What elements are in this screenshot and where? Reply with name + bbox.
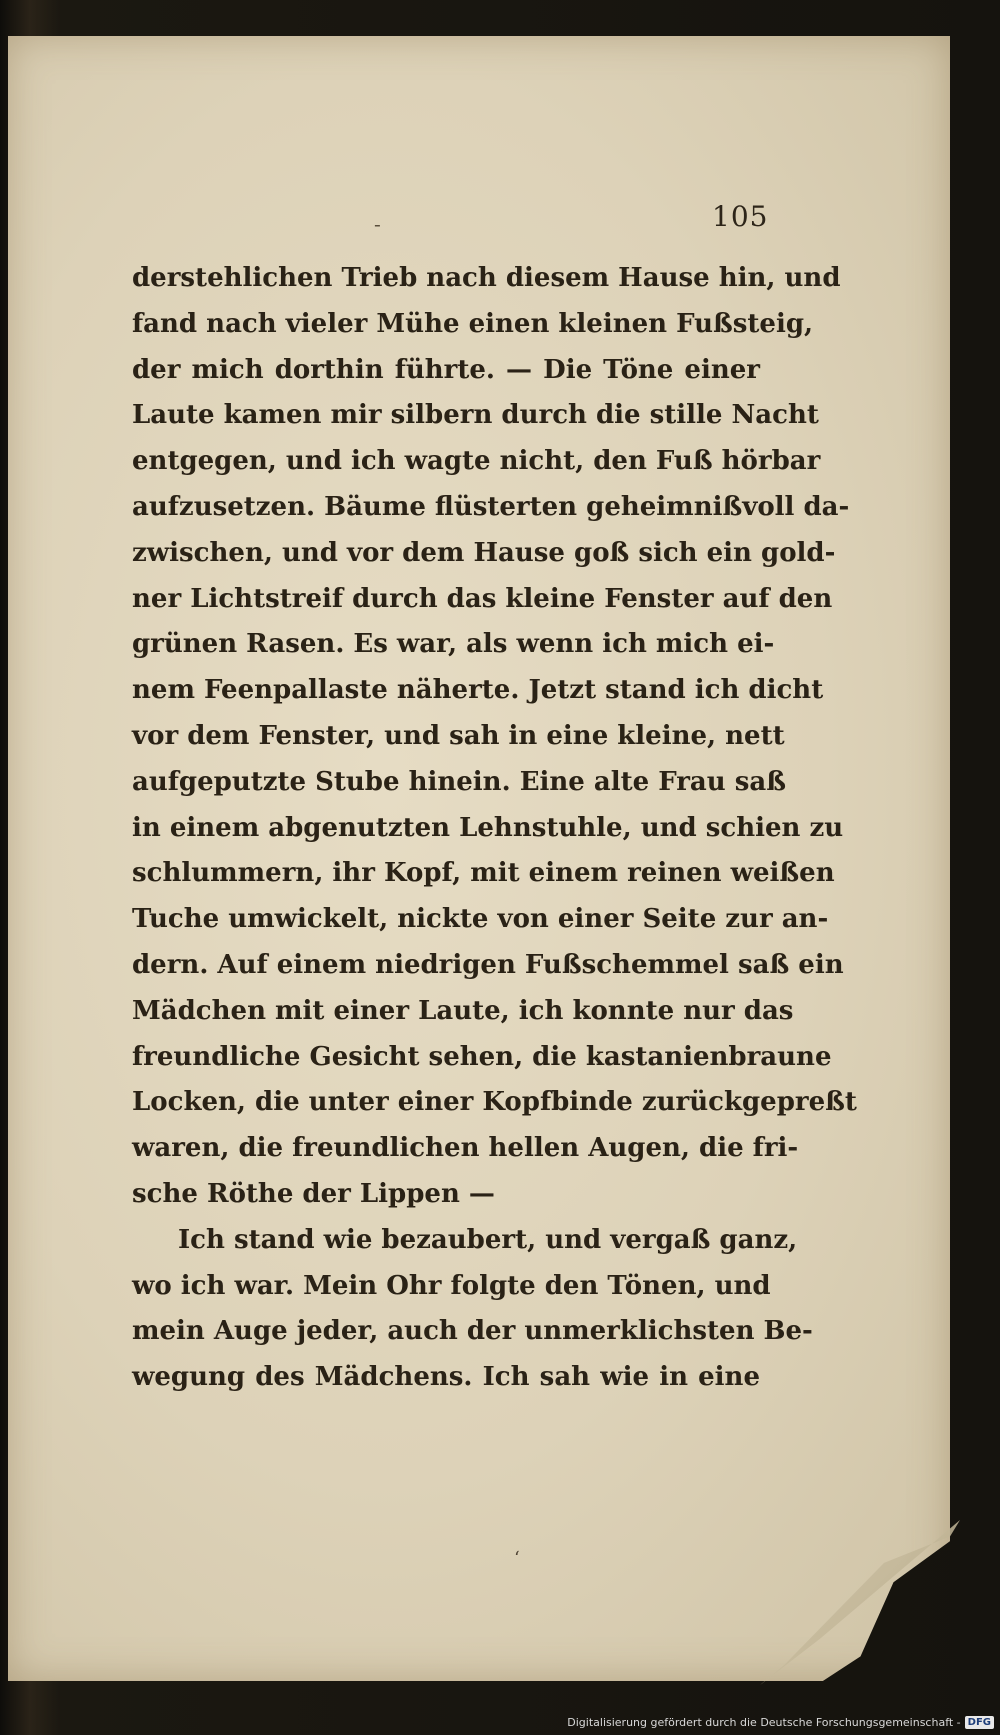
text-line: Mädchen mit einer Laute, ich konnte nur das (132, 995, 794, 1026)
text-line: freundliche Gesicht sehen, die kastanienbraune (132, 1041, 832, 1072)
text-line: dern. Auf einem niedrigen Fußschemmel saß ein (132, 949, 844, 980)
text-line: aufzusetzen. Bäume flüsterten geheimnißvoll da- (132, 491, 850, 522)
page-number: 105 (712, 200, 769, 233)
funding-credit: Digitalisierung gefördert durch die Deutsche Forschungsgemeinschaft - (567, 1715, 961, 1729)
text-line: wegung des Mädchens. Ich sah wie in eine (132, 1362, 760, 1393)
text-line: nem Feenpallaste näherte. Jetzt stand ich dicht (132, 675, 824, 706)
text-line: Tuche umwickelt, nickte von einer Seite zur an- (132, 904, 829, 935)
text-line: der mich dorthin führte. — Die Töne einer (132, 354, 760, 385)
text-line: grünen Rasen. Es war, als wenn ich mich ei- (132, 629, 775, 660)
text-line: waren, die freundlichen hellen Augen, die fri- (132, 1133, 799, 1164)
text-line: Laute kamen mir silbern durch die stille Nacht (132, 400, 819, 431)
text-line: wo ich war. Mein Ohr folgte den Tönen, und (132, 1270, 771, 1301)
text-line: aufgeputzte Stube hinein. Eine alte Frau saß (132, 766, 786, 797)
text-line: in einem abgenutzten Lehnstuhle, und schien zu (132, 812, 844, 843)
text-line: Locken, die unter einer Kopfbinde zurückgepreßt (132, 1087, 857, 1118)
text-line: Ich stand wie bezaubert, und vergaß ganz, (178, 1224, 798, 1255)
text-line: mein Auge jeder, auch der unmerklichsten Be- (132, 1316, 813, 1347)
text-line: schlummern, ihr Kopf, mit einem reinen weißen (132, 858, 835, 889)
text-line: fand nach vieler Mühe einen kleinen Fußsteig, (132, 308, 814, 339)
digitization-footer (567, 1711, 994, 1733)
text-line: zwischen, und vor dem Hause goß sich ein gold- (132, 537, 836, 568)
body-text (132, 256, 857, 1401)
text-line: derstehlichen Trieb nach diesem Hause hin, und (132, 263, 841, 293)
ink-mark: ‘ (514, 1548, 520, 1569)
text-line: entgegen, und ich wagte nicht, den Fuß hörbar (132, 446, 821, 477)
text-line: vor dem Fenster, und sah in eine kleine, nett (132, 720, 785, 751)
text-line: ner Lichtstreif durch das kleine Fenster auf den (132, 583, 833, 614)
header-mark: - (374, 212, 381, 236)
dfg-logo-icon: DFG (965, 1716, 994, 1729)
text-line: sche Röthe der Lippen — (132, 1178, 495, 1209)
